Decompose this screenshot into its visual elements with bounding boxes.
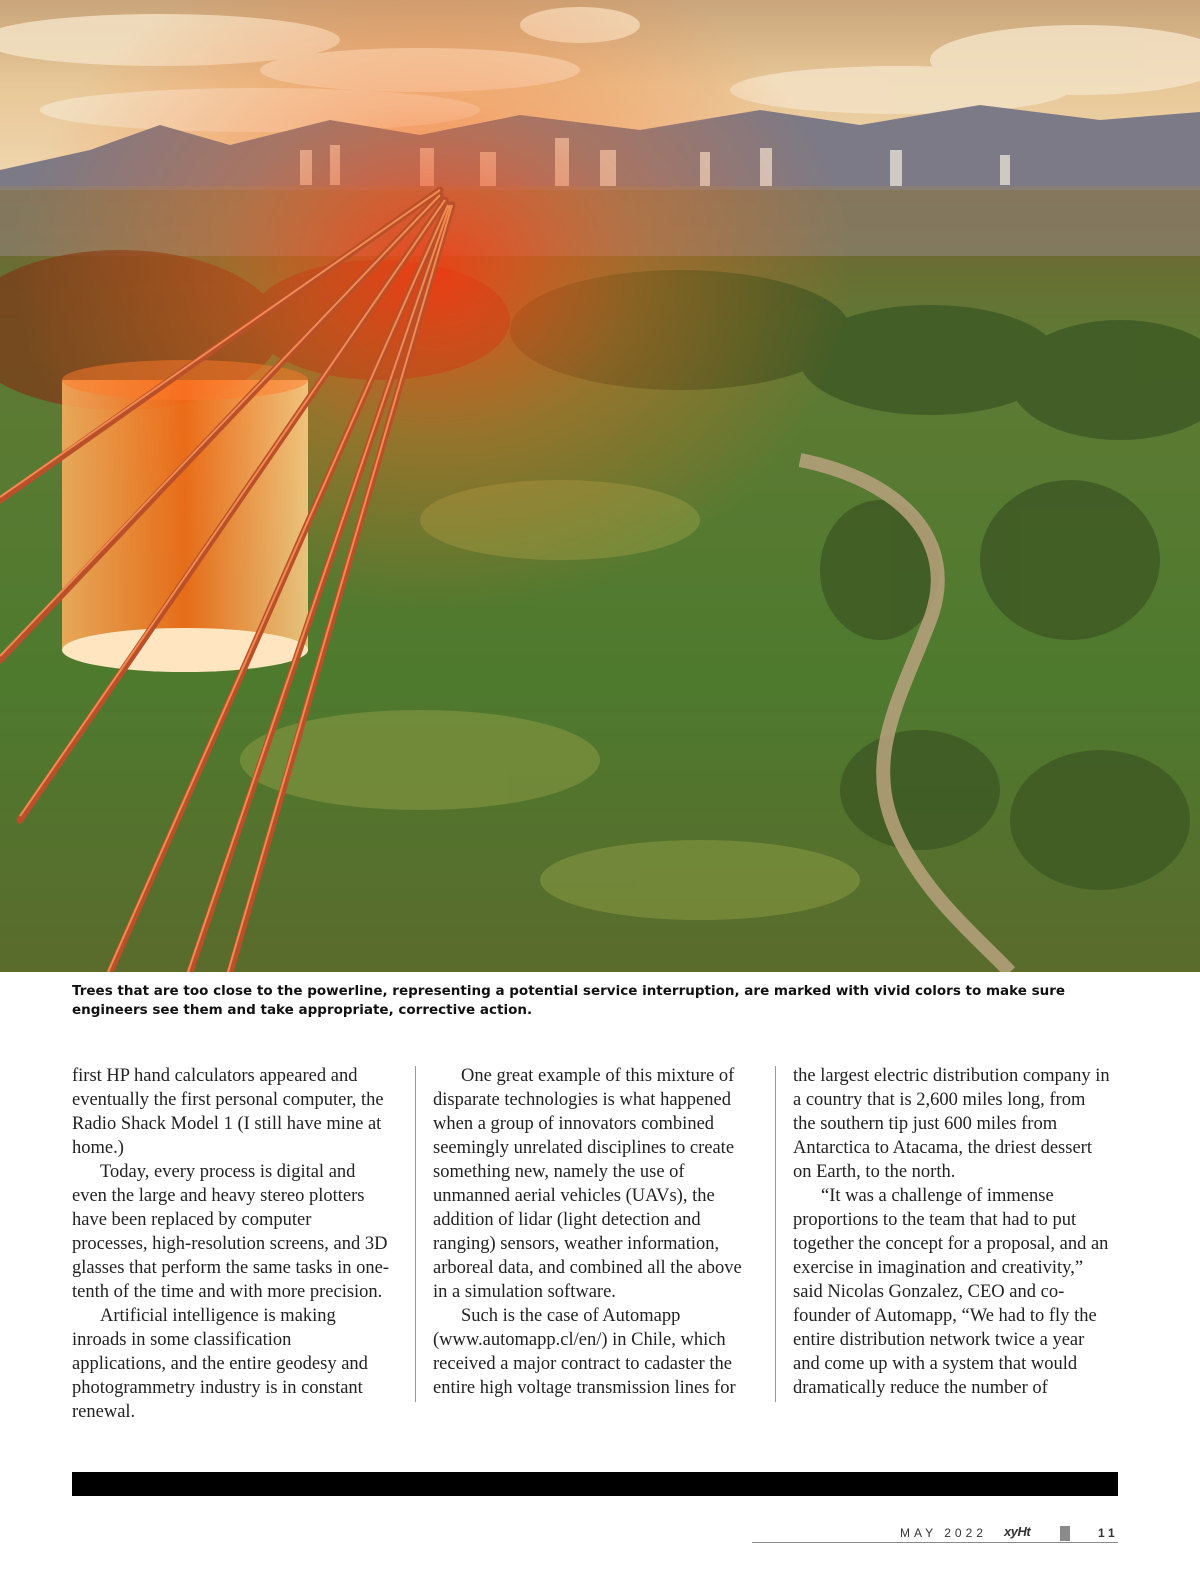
magazine-logo: xyHt [1004, 1524, 1031, 1539]
paragraph: Today, every process is digital and even the large and heavy stereo plotters have been replaced by computer processes, high-resolution screens, and 3D glasses that perform the same tasks in one-tenth of the time and with more precision. [72, 1162, 389, 1302]
paragraph: Artificial intelligence is making inroads in some classification applications, and the entire geodesy and photogrammetry industry is in constant renewal. [72, 1306, 368, 1422]
column-divider [775, 1066, 776, 1402]
article-body [72, 1064, 1118, 1422]
paragraph: the largest electric distribution company in a country that is 2,600 miles long, from the southern tip just 600 miles from Antarctica to Atacama, the driest dessert on Earth, to the north. [793, 1066, 1110, 1182]
paragraph: One great example of this mixture of disparate technologies is what happened when a group of innovators combined seemingly unrelated disciplines to create something new, namely the use of unmanned aerial vehicles (UAVs), the addition of lidar (light detection and ranging) sensors, weather information, arboreal data, and combined all the above in a simulation software. [433, 1066, 742, 1302]
issue-date: MAY 2022 [900, 1526, 987, 1540]
footer-rule [752, 1542, 1118, 1543]
paragraph: Such is the case of Automapp (www.automapp.cl/en/) in Chile, which received a major contract to cadaster the entire high voltage transmission lines for [433, 1306, 736, 1398]
paragraph: “It was a challenge of immense proportions to the team that had to put together the concept for a proposal, and an exercise in imagination and creativity,” said Nicolas Gonzalez, CEO and co-founder of Automapp, “We had to fly the entire distribution network twice a year and come up with a system that would dramatically reduce the number of [793, 1186, 1109, 1398]
photo-caption: Trees that are too close to the powerline, representing a potential service interruption, are marked with vivid colors to make sure engineers see them and take appropriate, corrective action. [72, 983, 1066, 1018]
page-footer [752, 1524, 1118, 1546]
column-divider [415, 1066, 416, 1402]
page-number: 11 [1098, 1526, 1119, 1540]
paragraph: first HP hand calculators appeared and eventually the first personal computer, the Radio Shack Model 1 (I still have mine at home.) [72, 1066, 384, 1158]
article-column-3 [793, 1064, 1111, 1400]
footer-bar [72, 1472, 1118, 1496]
article-column-1 [72, 1064, 390, 1424]
article-column-2 [433, 1064, 751, 1400]
footer-square-icon [1060, 1526, 1070, 1541]
